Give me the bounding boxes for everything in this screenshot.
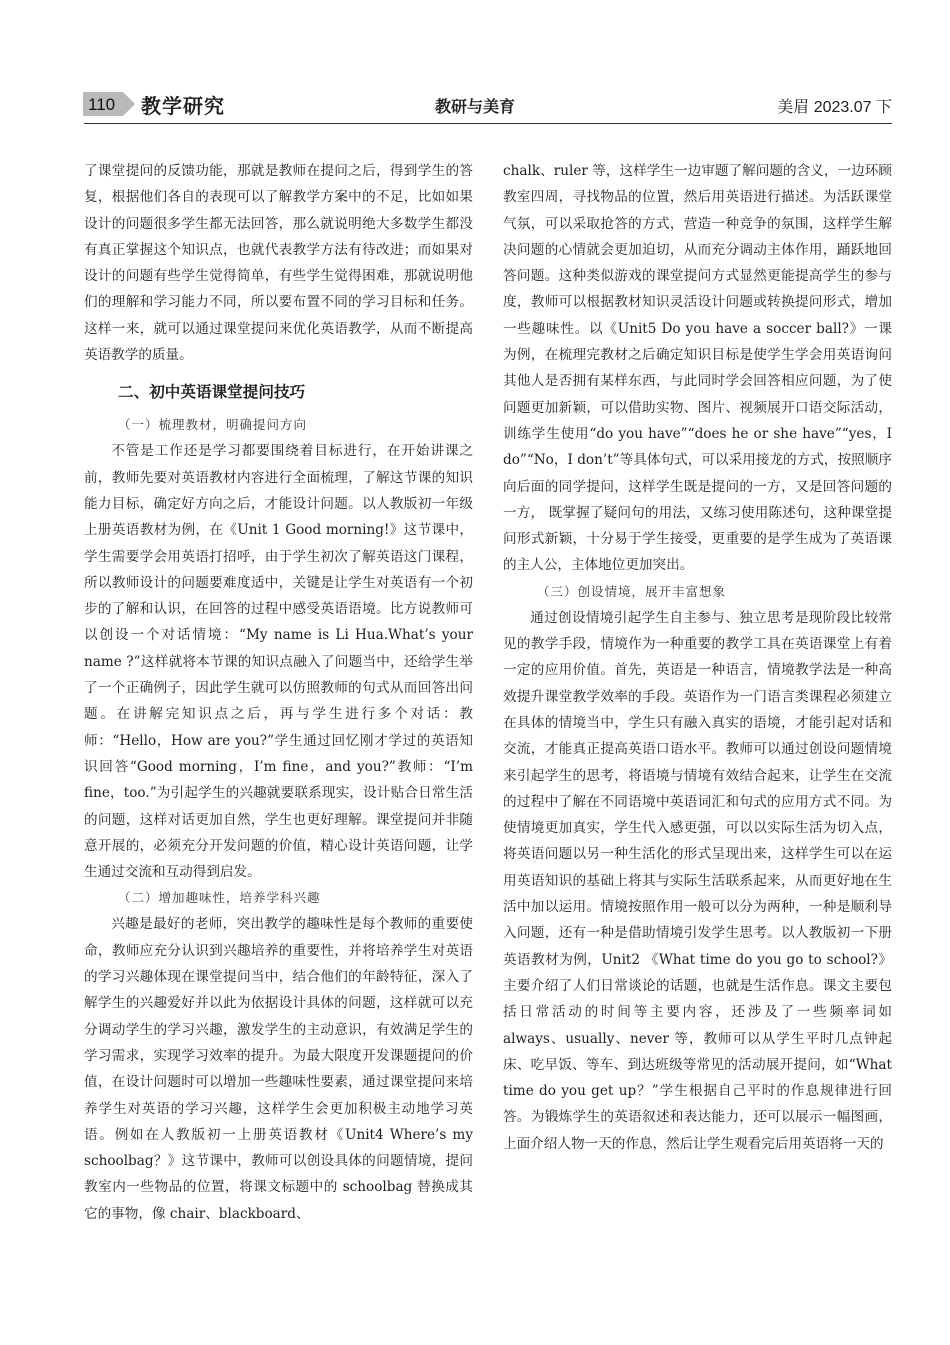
subsection-heading: （一）梳理教材，明确提问方向 bbox=[118, 417, 308, 433]
section-title: 教学研究 bbox=[141, 94, 225, 118]
journal-name: 教研与美育 bbox=[434, 97, 515, 116]
paragraph: 兴趣是最好的老师，突出教学的趣味性是每个教师的重要使命，教师应充分认识到兴趣培养的重要性，并将培养学生对英语的学习兴趣体现在课堂提问当中，结合他们的年龄特征，深入了解学生的兴趣爱好并以此为依据设计具体的问题，这样就可以充分调动学生的学习兴趣，激发学生的主动意识，有效满足学生的学习需求，实现学习效率的提升。为最大限度开发课题提问的价值，在设计问题时可以增加一些趣味性要素，通过课堂提问来培养学生对英语的学习兴趣，这样学生会更加积极主动地学习英语。例如在人教版初一上册英语教材《Unit4 Where’s my schoolbag？》这节课中，教师可以创设具体的问题情境，提问教室内一些物品的位置，将课文标题中的 schoolbag 替换成其它的事物，像 chair、blackboard、 bbox=[84, 916, 473, 1222]
subsection-heading: （三）创设情境，展开丰富想象 bbox=[537, 583, 727, 599]
subsection-heading: （二）增加趣味性，培养学科兴趣 bbox=[118, 890, 321, 906]
section-heading: 二、初中英语课堂提问技巧 bbox=[118, 383, 306, 402]
header-rule bbox=[84, 123, 892, 124]
right-column bbox=[503, 158, 892, 1157]
left-column bbox=[84, 158, 473, 1227]
paragraph: 不管是工作还是学习都要围绕着目标进行，在开始讲课之前，教师先要对英语教材内容进行全面梳理，了解这节课的知识能力目标，确定好方向之后，才能设计问题。以人教版初一年级上册英语教材为例，在《Unit 1 Good morning!》这节课中，学生需要学会用英语打招呼，由于学生初次了解英语这门课程，所以教师设计的问题要难度适中，关键是让学生对英语有一个初步的了解和认识，在回答的过程中感受英语语境。比方说教师可以创设一个对话情境：“My name is Li Hua.What’s your name ?”这样就将本节课的知识点融入了问题当中，还给学生举了一个正确例子，因此学生就可以仿照教师的句式从而回答出问题。在讲解完知识点之后，再与学生进行多个对话：教师：“Hello，How are you?”学生通过回忆刚才学过的英语知识回答“Good morning，I’m fine，and you?”教师：“I’m fine，too.”为引起学生的兴趣就要联系现实，设计贴合日常生活的问题，这样对话更加自然，学生也更好理解。课堂提问并非随意开展的，必须充分开发问题的价值，精心设计英语问题，让学生通过交流和互动得到启发。 bbox=[84, 443, 473, 881]
paragraph: 通过创设情境引起学生自主参与、独立思考是现阶段比较常见的教学手段，情境作为一种重要的教学工具在英语课堂上有着一定的应用价值。首先，英语是一种语言，情境教学法是一种高效提升课堂教学效率的手段。英语作为一门语言类课程必须建立在具体的情境当中，学生只有融入真实的语境，才能引起对话和交流，才能真正提高英语口语水平。教师可以通过创设问题情境来引起学生的思考，将语境与情境有效结合起来，让学生在交流的过程中了解在不同语境中英语词汇和句式的应用方式不同。为使情境更加真实，学生代入感更强，可以以实际生活为切入点，将英语问题以另一种生活化的形式呈现出来，这样学生可以在运用英语知识的基础上将其与实际生活联系起来，从而更好地在生活中加以运用。情境按照作用一般可以分为两种，一种是顺利导入问题，还有一种是借助情境引发学生思考。以人教版初一下册英语教材为例，Unit2 《What time do you go to school?》主要介绍了人们日常谈论的话题，也就是生活作息。课文主要包括日常活动的时间等主要内容，还涉及了一些频率词如 always、usually、never 等，教师可以从学生平时几点钟起床、吃早饭、等车、到达班级等常见的活动展开提问，如“What time do you get up？”学生根据自己平时的作息规律进行回答。为锻炼学生的英语叙述和表达能力，还可以展示一幅图画，上面介绍人物一天的作息，然后让学生观看完后用英语将一天的 bbox=[503, 609, 892, 1152]
page-number: 110 bbox=[88, 95, 116, 114]
issue-label: 美眉 2023.07 下 bbox=[777, 99, 892, 116]
page-header bbox=[0, 0, 950, 140]
paragraph: chalk、ruler 等，这样学生一边审题了解问题的含义，一边环顾教室四周，寻找物品的位置，然后用英语进行描述。为活跃课堂气氛，可以采取抢答的方式，营造一种竞争的氛围，这样学生解决问题的心情就会更加迫切，从而充分调动主体作用，踊跃地回答问题。这种类似游戏的课堂提问方式显然更能提高学生的参与度，教师可以根据教材知识灵活设计问题或转换提问形式，增加一些趣味性。以《Unit5 Do you have a soccer ball?》一课为例，在梳理完教材之后确定知识目标是使学生学会用英语询问其他人是否拥有某样东西，与此同时学会回答相应问题，为了使问题更加新颖，可以借助实物、图片、视频展开口语交际活动，训练学生使用“do you have”“does he or she have”“yes，I do”“No，I don’t”等具体句式，可以采用接龙的方式，按照顺序向后面的同学提问，这样学生既是提问的一方，又是回答问题的一方， 既掌握了疑问句的用法，又练习使用陈述句，这种课堂提问形式新颖，十分易于学生接受，更重要的是学生成为了英语课的主人公，主体地位更加突出。 bbox=[503, 163, 892, 574]
paragraph: 了课堂提问的反馈功能，那就是教师在提问之后，得到学生的答复，根据他们各自的表现可以了解教学方案中的不足，比如如果设计的问题很多学生都无法回答，那么就说明绝大多数学生都没有真正掌握这个知识点，也就代表教学方法有待改进；而如果对设计的问题有些学生觉得简单，有些学生觉得困难，那就说明他们的理解和学习能力不同，所以要布置不同的学习目标和任务。这样一来，就可以通过课堂提问来优化英语教学，从而不断提高英语教学的质量。 bbox=[84, 163, 473, 364]
